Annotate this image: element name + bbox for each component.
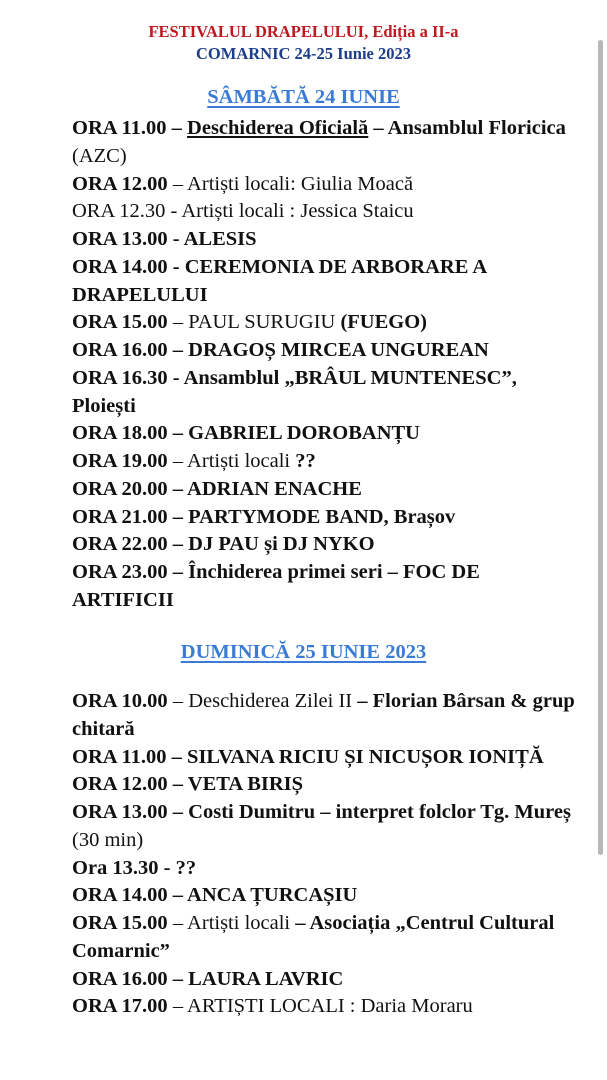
entry-text: ORA 20.00 – ADRIAN ENACHE bbox=[72, 477, 362, 500]
schedule-entry bbox=[72, 531, 577, 559]
entry-text: (AZC) bbox=[72, 144, 127, 167]
entry-text: Ora 13.30 - ?? bbox=[72, 856, 197, 879]
entry-text: ORA 15.00 bbox=[72, 311, 168, 334]
entry-text: ORA 12.00 bbox=[72, 172, 168, 195]
schedule-entry bbox=[72, 476, 577, 504]
schedule-entry bbox=[72, 799, 577, 855]
day1-schedule bbox=[72, 115, 577, 615]
schedule-entry bbox=[72, 448, 577, 476]
entry-text: ORA 22.00 – DJ PAU și DJ NYKO bbox=[72, 533, 375, 556]
schedule-entry bbox=[72, 226, 577, 254]
entry-text: ORA 11.00 – bbox=[72, 117, 188, 139]
schedule-entry bbox=[72, 966, 577, 994]
entry-text: ORA 19.00 bbox=[72, 450, 168, 472]
schedule-entry bbox=[72, 688, 577, 744]
day2-schedule bbox=[72, 688, 577, 1021]
entry-text: (30 min) bbox=[72, 828, 144, 851]
entry-text: ORA 21.00 – PARTYMODE BAND, Brașov bbox=[72, 505, 456, 528]
festival-dates: COMARNIC 24-25 Iunie 2023 bbox=[196, 44, 411, 63]
schedule-entry bbox=[72, 420, 577, 448]
entry-text: – Ansamblul Floricica bbox=[368, 117, 566, 139]
schedule-entry bbox=[72, 744, 577, 772]
scrollbar[interactable] bbox=[598, 40, 603, 855]
schedule-entry bbox=[72, 115, 577, 171]
entry-text: ORA 16.00 – LAURA LAVRIC bbox=[72, 967, 344, 990]
day2-heading: DUMINICĂ 25 IUNIE 2023 bbox=[180, 641, 427, 663]
entry-text: ORA 12.00 – VETA BIRIȘ bbox=[72, 773, 304, 796]
schedule-entry bbox=[72, 337, 577, 365]
schedule-entry bbox=[72, 855, 577, 883]
entry-text: ORA 11.00 – SILVANA RICIU ȘI NICUȘOR IONIȚĂ bbox=[72, 745, 544, 768]
entry-text: ORA 13.00 - ALESIS bbox=[72, 228, 257, 250]
entry-text: ORA 16.30 - Ansamblul „BRÂUL MUNTENESC”, Ploiești bbox=[72, 366, 517, 417]
entry-text: ORA 16.00 – DRAGOȘ MIRCEA UNGUREAN bbox=[72, 339, 489, 361]
entry-text: ORA 18.00 – GABRIEL DOROBANȚU bbox=[72, 422, 420, 445]
schedule-entry bbox=[72, 993, 577, 1021]
entry-text: ORA 12.30 - Artiști locali : Jessica Staicu bbox=[72, 200, 414, 223]
entry-text: – ARTIȘTI LOCALI : Daria Moraru bbox=[167, 995, 473, 1018]
entry-text: – Asociația „Centrul Cultural Comarnic” bbox=[72, 912, 555, 962]
entry-text: ORA 10.00 bbox=[72, 690, 168, 712]
entry-text: ORA 23.00 – Închiderea primei seri – FOC DE ARTIFICII bbox=[72, 561, 480, 611]
entry-text: ORA 15.00 bbox=[72, 912, 168, 934]
entry-text: – Florian Bârsan & grup chitară bbox=[72, 690, 575, 740]
schedule-entry bbox=[72, 198, 577, 226]
schedule-entry bbox=[72, 559, 577, 615]
entry-text: – Artiști locali bbox=[167, 450, 296, 472]
entry-text: – PAUL SURUGIU bbox=[167, 311, 341, 334]
festival-title: FESTIVALUL DRAPELULUI, Ediția a II-a bbox=[148, 22, 459, 41]
schedule-entry bbox=[72, 254, 577, 310]
entry-text: – Deschiderea Zilei II bbox=[167, 690, 358, 712]
entry-text: (FUEGO) bbox=[340, 311, 427, 334]
entry-text: ORA 14.00 – ANCA ȚURCAȘIU bbox=[72, 884, 358, 907]
entry-text: ORA 17.00 bbox=[72, 995, 168, 1018]
entry-text: ORA 14.00 - CEREMONIA DE ARBORARE A DRAPELULUI bbox=[72, 255, 487, 306]
schedule-entry bbox=[72, 910, 577, 966]
schedule-entry bbox=[72, 504, 577, 532]
schedule-entry bbox=[72, 771, 577, 799]
schedule-entry bbox=[72, 882, 577, 910]
entry-text: Deschiderea Oficială bbox=[187, 117, 369, 139]
entry-text: – Artiști locali: Giulia Moacă bbox=[167, 172, 414, 195]
day1-heading: SÂMBĂTĂ 24 IUNIE bbox=[207, 86, 400, 108]
schedule-entry bbox=[72, 365, 577, 421]
entry-text: ORA 13.00 – Costi Dumitru – interpret folclor Tg. Mureș bbox=[72, 801, 571, 823]
schedule-entry bbox=[72, 171, 577, 199]
schedule-entry bbox=[72, 309, 577, 337]
entry-text: – Artiști locali bbox=[167, 912, 296, 934]
entry-text: ?? bbox=[295, 450, 316, 472]
